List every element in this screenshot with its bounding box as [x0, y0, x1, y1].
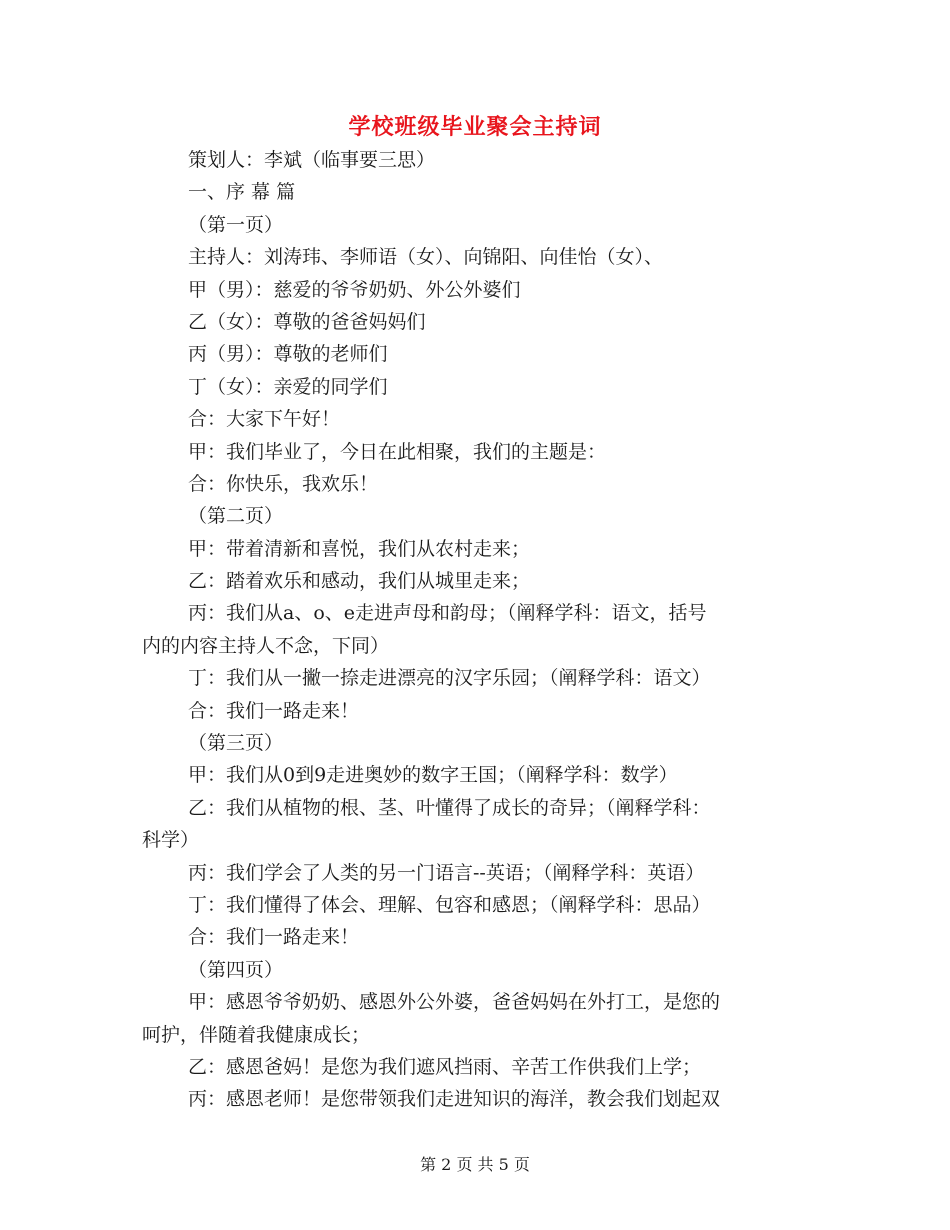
paragraph-line: 丙：我们学会了人类的另一门语言--英语；（阐释学科：英语） — [188, 861, 705, 884]
page-footer: 第 2 页 共 5 页 — [420, 1155, 530, 1174]
document-title: 学校班级毕业聚会主持词 — [348, 115, 602, 140]
paragraph-line: 丙（男）：尊敬的老师们 — [188, 343, 388, 366]
paragraph-line: 甲（男）：慈爱的爷爷奶奶、外公外婆们 — [188, 278, 521, 301]
paragraph-line: （第二页） — [188, 505, 284, 528]
paragraph-line: 丁：我们从一撇一捺走进漂亮的汉字乐园；（阐释学科：语文） — [188, 667, 711, 690]
paragraph-line: 合：我们一路走来！ — [188, 699, 360, 722]
paragraph-line: （第一页） — [188, 213, 284, 236]
paragraph-line: 一、序 幕 篇 — [188, 181, 296, 204]
paragraph-line: 呵护，伴随着我健康成长； — [142, 1023, 371, 1046]
paragraph-line: 甲：带着清新和喜悦，我们从农村走来； — [188, 537, 531, 560]
paragraph-line: （第三页） — [188, 732, 284, 755]
paragraph-line: （第四页） — [188, 958, 284, 981]
document-body — [142, 144, 802, 1116]
paragraph-line: 甲：感恩爷爷奶奶、感恩外公外婆，爸爸妈妈在外打工，是您的 — [188, 991, 721, 1014]
paragraph-line: 丁（女）：亲爱的同学们 — [188, 375, 388, 398]
paragraph-line: 丙：感恩老师！是您带领我们走进知识的海洋，教会我们划起双 — [188, 1088, 721, 1111]
paragraph-line: 策划人：李斌（临事要三思） — [188, 149, 436, 171]
paragraph-line: 合：我们一路走来！ — [188, 926, 360, 949]
paragraph-line: 乙：踏着欢乐和感动，我们从城里走来； — [188, 570, 531, 593]
paragraph-line: 丁：我们懂得了体会、理解、包容和感恩；（阐释学科：思品） — [188, 893, 711, 916]
paragraph-line: 内的内容主持人不念，下同） — [142, 634, 390, 657]
paragraph-line: 甲：我们毕业了，今日在此相聚，我们的主题是： — [188, 440, 607, 463]
paragraph-line: 合：大家下午好！ — [188, 408, 341, 431]
paragraph-line: 丙：我们从a、o、e走进声母和韵母；（阐释学科：语文，括号 — [188, 602, 707, 625]
paragraph-line: 乙：我们从植物的根、茎、叶懂得了成长的奇异；（阐释学科： — [188, 796, 711, 819]
paragraph-line: 主持人：刘涛玮、李师语（女）、向锦阳、向佳怡（女）、 — [188, 246, 664, 269]
paragraph-line: 乙（女）：尊敬的爸爸妈妈们 — [188, 310, 426, 333]
paragraph-line: 合：你快乐，我欢乐！ — [188, 472, 379, 495]
paragraph-line: 科学） — [142, 829, 200, 852]
paragraph-line: 甲：我们从0到9走进奥妙的数字王国；（阐释学科：数学） — [188, 764, 678, 787]
paragraph-line: 乙：感恩爸妈！是您为我们遮风挡雨、辛苦工作供我们上学； — [188, 1055, 702, 1078]
